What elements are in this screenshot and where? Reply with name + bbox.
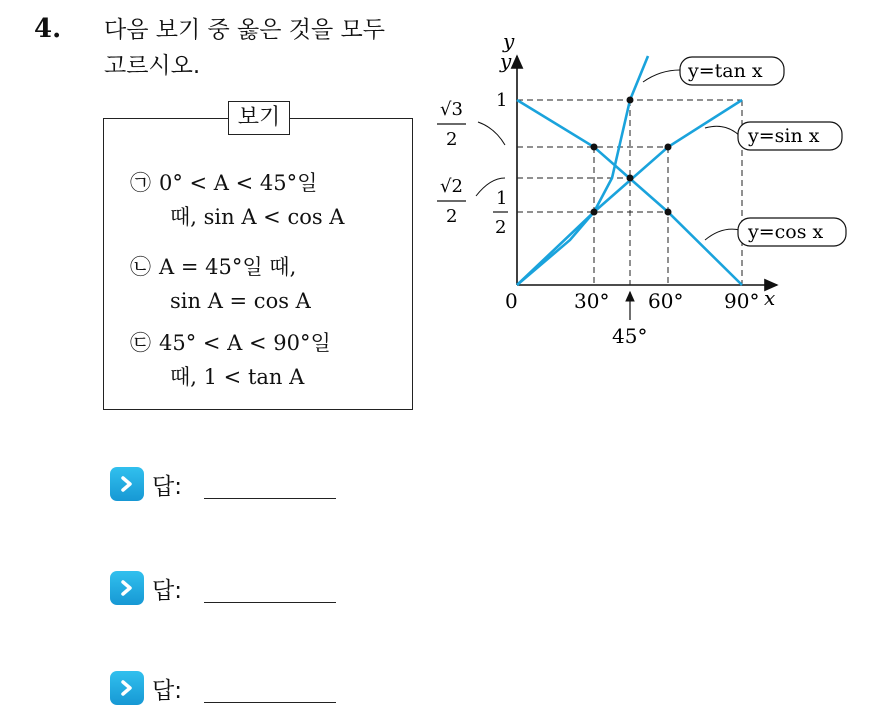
x-tick-45: 45° bbox=[612, 324, 648, 348]
tan-curve bbox=[517, 56, 648, 285]
cos-label: y=cos x bbox=[748, 221, 824, 243]
half-den: 2 bbox=[495, 217, 507, 238]
answer-label: 답: bbox=[152, 473, 182, 500]
answer-row-2 bbox=[110, 570, 336, 606]
item-line2: sin A = cos A bbox=[170, 289, 311, 313]
point bbox=[627, 175, 634, 182]
x-tick-90: 90° bbox=[724, 289, 760, 313]
label-cos bbox=[705, 218, 846, 246]
answer-blank[interactable] bbox=[204, 674, 336, 703]
item-line1: 0° < A < 45°일 bbox=[159, 171, 318, 195]
item-mark: ㉠ bbox=[130, 171, 151, 195]
x-tick-0: 0 bbox=[505, 289, 518, 313]
x-tick-30: 30° bbox=[574, 289, 610, 313]
point bbox=[591, 209, 598, 216]
point bbox=[591, 144, 598, 151]
question-text: 다음 보기 중 옳은 것을 모두 고르시오. bbox=[104, 17, 385, 79]
sin-label: y=sin x bbox=[748, 125, 820, 147]
y-axis-label: y bbox=[503, 29, 515, 53]
sqrt3-den: 2 bbox=[446, 129, 458, 150]
arrow-right-icon bbox=[110, 571, 144, 605]
sqrt2-num: √2 bbox=[440, 176, 463, 197]
x-axis-label: x bbox=[764, 286, 776, 310]
answer-row-3 bbox=[110, 670, 336, 706]
item-line2: 때, 1 < tan A bbox=[170, 365, 305, 389]
item-mark: ㉢ bbox=[130, 331, 151, 355]
point bbox=[665, 144, 672, 151]
sqrt2-den: 2 bbox=[446, 206, 458, 227]
half-num: 1 bbox=[496, 188, 508, 209]
label-tan bbox=[643, 57, 784, 85]
item-line1: 45° < A < 90°일 bbox=[159, 331, 331, 355]
y-axis-label-2: y bbox=[500, 49, 512, 73]
sqrt3-num: √3 bbox=[440, 99, 463, 120]
label-sin bbox=[705, 122, 842, 150]
item-line2: 때, sin A < cos A bbox=[170, 205, 345, 229]
y-tick-sqrt3 bbox=[437, 99, 505, 150]
x-tick-60: 60° bbox=[648, 289, 684, 313]
answer-blank[interactable] bbox=[204, 470, 336, 499]
answer-label: 답: bbox=[152, 577, 182, 604]
arrow-right-icon bbox=[110, 467, 144, 501]
y-tick-1: 1 bbox=[496, 90, 508, 111]
y-tick-half bbox=[493, 188, 508, 238]
item-line1: A = 45°일 때, bbox=[159, 255, 297, 279]
question-number: 4. bbox=[34, 14, 62, 44]
answer-row-1 bbox=[110, 466, 336, 502]
item-mark: ㉡ bbox=[130, 255, 151, 279]
tan-label: y=tan x bbox=[688, 60, 763, 82]
answer-label: 답: bbox=[152, 677, 182, 704]
point bbox=[627, 97, 634, 104]
point bbox=[665, 209, 672, 216]
bogi-title: 보기 bbox=[228, 101, 290, 135]
answer-blank[interactable] bbox=[204, 574, 336, 603]
arrow-right-icon bbox=[110, 671, 144, 705]
